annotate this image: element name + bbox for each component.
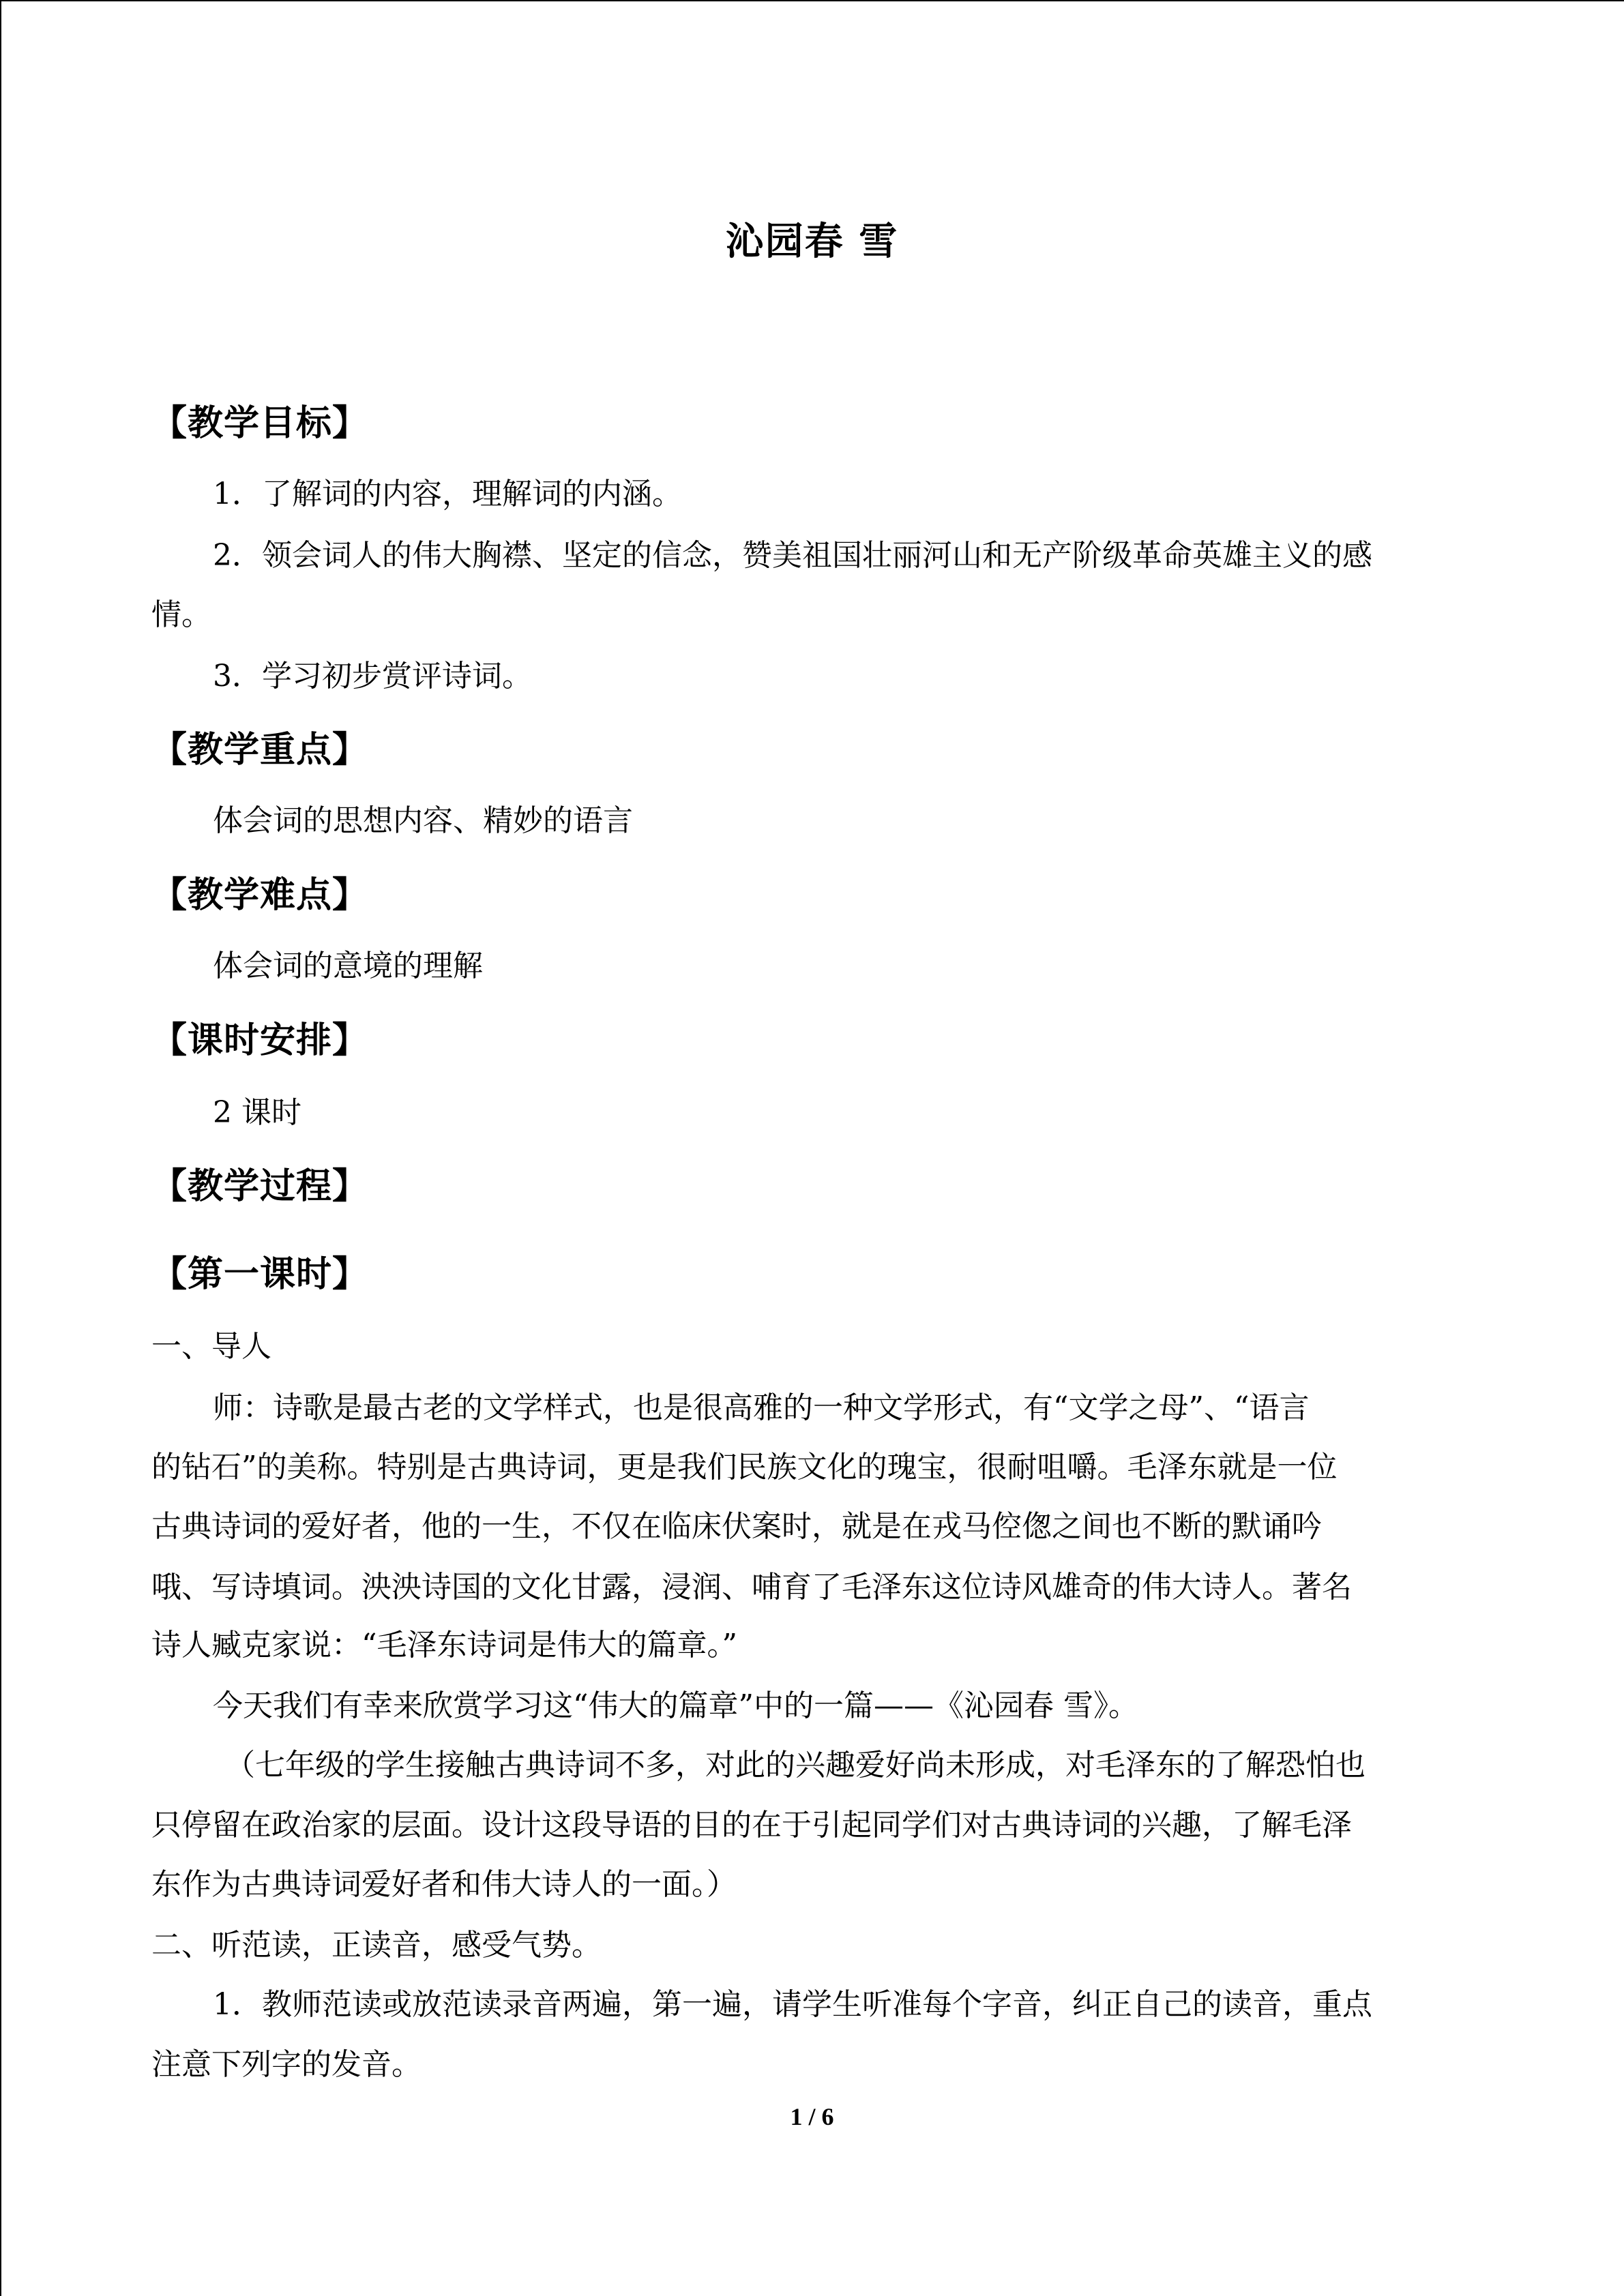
note-line-2: 只停留在政治家的层面。设计这段导语的目的在于引起同学们对古典诗词的兴趣，了解毛泽 xyxy=(151,1808,1352,1843)
difficulties-text: 体会词的意境的理解 xyxy=(213,949,483,983)
heading-process: 【教学过程】 xyxy=(151,1166,369,1207)
note-line-3: 东作为古典诗词爱好者和伟大诗人的一面。） xyxy=(151,1867,737,1902)
intro-line-4: 哦、写诗填词。泱泱诗国的文化甘露，浸润、哺育了毛泽东这位诗风雄奇的伟大诗人。著名 xyxy=(151,1570,1352,1605)
heading-key-points: 【教学重点】 xyxy=(151,730,369,771)
key-points-text: 体会词的思想内容、精妙的语言 xyxy=(213,803,633,838)
heading-difficulties: 【教学难点】 xyxy=(151,875,369,916)
step-1-line-2: 注意下列字的发音。 xyxy=(151,2047,422,2082)
intro-line-3: 古典诗词的爱好者，他的一生，不仅在临床伏案时，就是在戎马倥偬之间也不断的默诵吟 xyxy=(151,1509,1322,1544)
step-1-line-1: 1．教师范读或放范读录音两遍，第一遍，请学生听准每个字音，纠正自己的读音，重点 xyxy=(213,1987,1372,2022)
heading-objectives: 【教学目标】 xyxy=(151,403,369,444)
note-line-1: （七年级的学生接触古典诗词不多，对此的兴趣爱好尚未形成，对毛泽东的了解恐怕也 xyxy=(225,1748,1365,1783)
section-1-title: 一、导人 xyxy=(151,1329,271,1364)
schedule-text: 2 课时 xyxy=(213,1095,301,1130)
intro-line-2: 的钻石”的美称。特别是古典诗词，更是我们民族文化的瑰宝，很耐咀嚼。毛泽东就是一位 xyxy=(151,1450,1338,1485)
page-number: 1 / 6 xyxy=(790,2103,834,2130)
objective-item-2: 2．领会词人的伟大胸襟、坚定的信念，赞美祖国壮丽河山和无产阶级革命英雄主义的感 xyxy=(213,538,1372,573)
objective-item-1: 1．了解词的内容，理解词的内涵。 xyxy=(213,477,682,511)
page-title: 沁园春 雪 xyxy=(725,220,899,264)
intro-line-1: 师：诗歌是最古老的文学样式，也是很高雅的一种文学形式，有“文学之母”、“语言 xyxy=(213,1390,1310,1425)
objective-item-3: 3．学习初步赏评诗词。 xyxy=(213,659,532,694)
intro-line-5: 诗人臧克家说：“毛泽东诗词是伟大的篇章。” xyxy=(151,1628,737,1663)
today-line: 今天我们有幸来欣赏学习这“伟大的篇章”中的一篇——《沁园春 雪》。 xyxy=(213,1688,1138,1723)
section-2-title: 二、听范读，正读音，感受气势。 xyxy=(151,1928,602,1963)
heading-first-lesson: 【第一课时】 xyxy=(151,1254,369,1295)
heading-schedule: 【课时安排】 xyxy=(151,1020,369,1061)
objective-item-2-cont: 情。 xyxy=(151,597,211,632)
